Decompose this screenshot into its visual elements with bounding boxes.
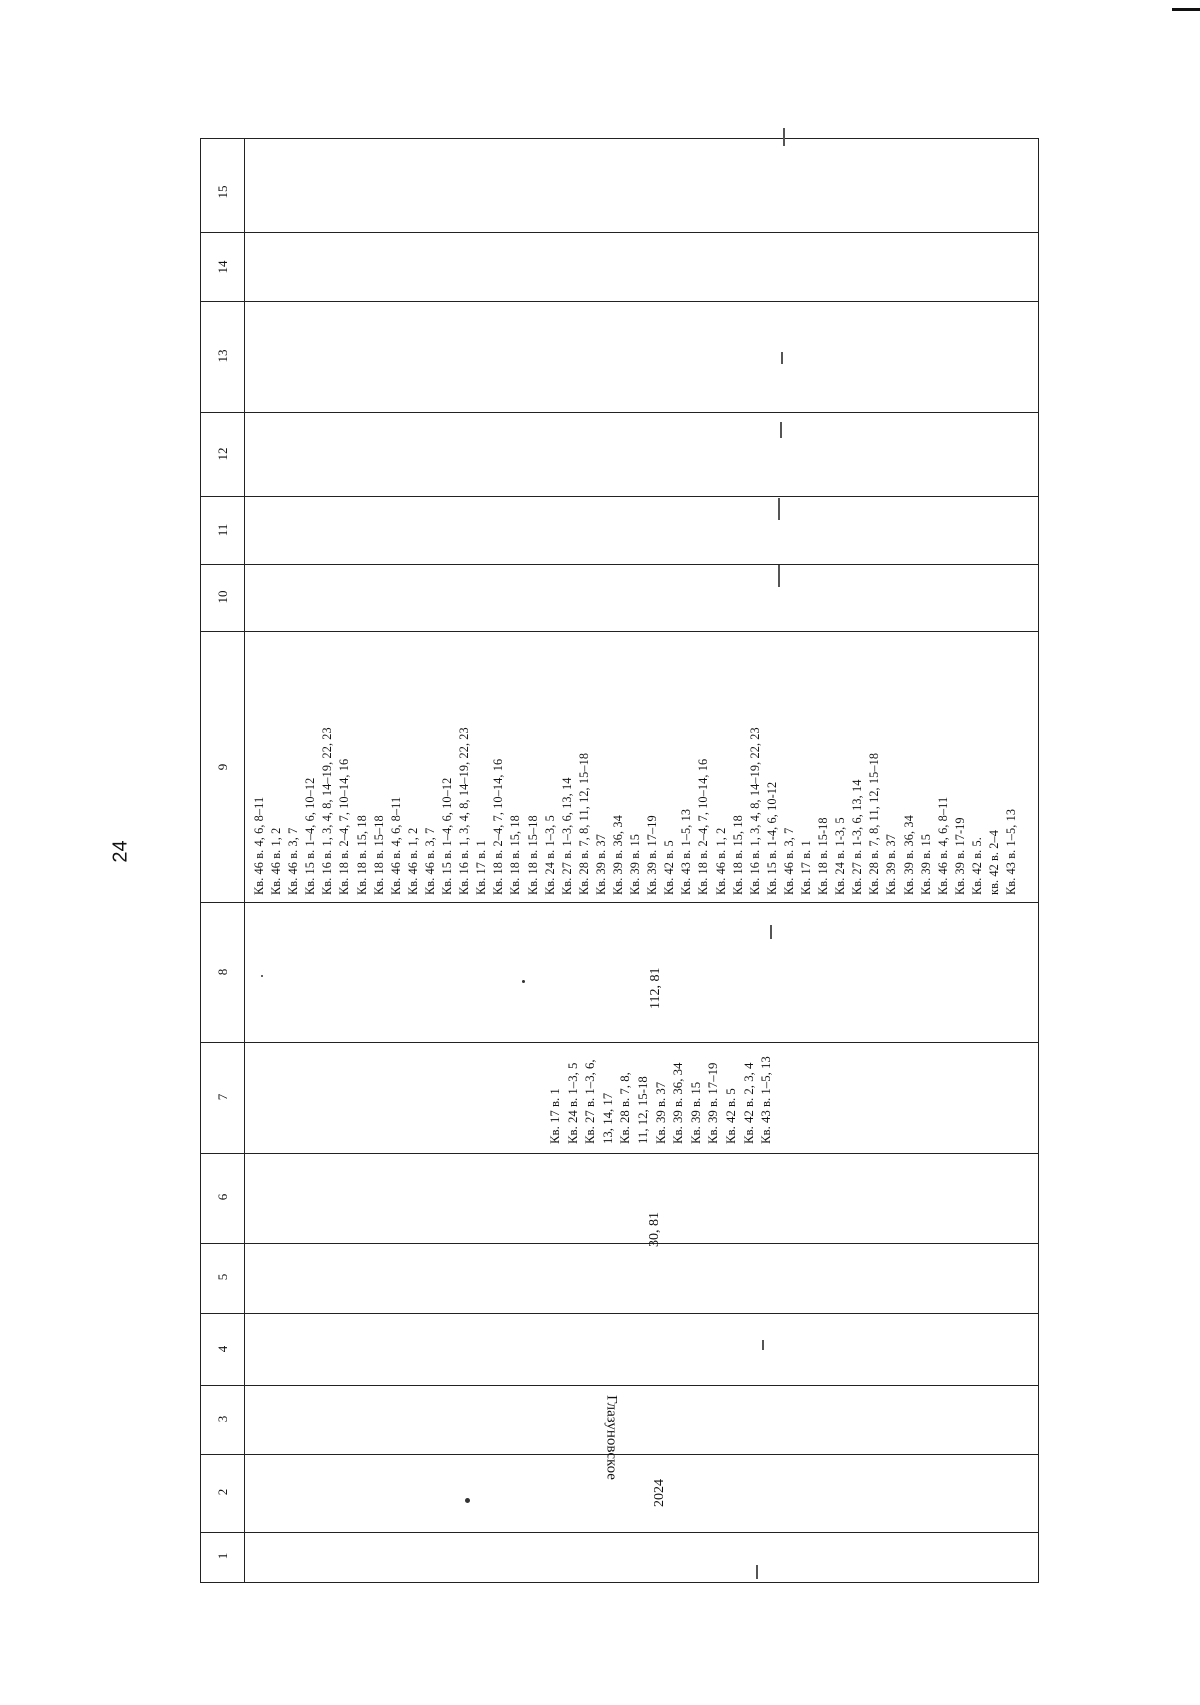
- list-item: Кв. 18 в. 15–18: [525, 815, 540, 895]
- quarters-list-col7: [549, 1056, 778, 1144]
- year-value: 2024: [652, 1479, 667, 1507]
- scan-speck: [261, 975, 263, 977]
- column-number-8: 8: [215, 968, 230, 976]
- scan-dash: [780, 422, 782, 438]
- list-item: Кв. 42 в. 5: [662, 840, 677, 895]
- col-divider: [201, 1532, 1038, 1533]
- column-number-15: 15: [215, 185, 230, 199]
- scan-dash: [783, 128, 785, 146]
- col6-value: 30, 81: [647, 1212, 662, 1247]
- rotated-table: [200, 138, 1039, 1583]
- list-item: Кв. 18 в. 15, 18: [730, 815, 745, 895]
- scan-dash: [781, 352, 783, 364]
- col-divider: [201, 564, 1038, 565]
- list-item: Кв. 18 в. 2–4, 7, 10–14, 16: [696, 758, 711, 895]
- list-item: Кв. 27 в. 1–3, 6,: [583, 1059, 598, 1144]
- list-item: Кв. 18 в. 2–4, 7, 10–14, 16: [337, 758, 352, 895]
- column-number-13: 13: [215, 349, 230, 363]
- list-item: Кв. 24 в. 1-3, 5: [833, 817, 848, 895]
- column-number-11: 11: [215, 523, 230, 537]
- list-item: Кв. 39 в. 37: [653, 1081, 668, 1144]
- list-item: Кв. 18 в. 15-18: [816, 817, 831, 895]
- page-number: 24: [109, 840, 132, 863]
- corner-mark: [1172, 8, 1200, 11]
- list-item: Кв. 46 в. 4, 6, 8–11: [252, 796, 266, 895]
- list-item: Кв. 39 в. 17-19: [952, 817, 967, 895]
- list-item: Кв. 28 в. 7, 8, 11, 12, 15–18: [576, 752, 591, 895]
- col-divider: [201, 1153, 1038, 1154]
- list-item: Кв. 39 в. 36, 34: [610, 815, 625, 895]
- col-divider: [201, 1454, 1038, 1455]
- scan-speck: [465, 1498, 470, 1503]
- list-item: Кв. 39 в. 15: [628, 834, 643, 895]
- list-item: Кв. 46 в. 4, 6, 8–11: [935, 796, 950, 895]
- list-item: 13, 14, 17: [600, 1092, 615, 1144]
- list-item: Кв. 42 в. 5.: [969, 837, 984, 895]
- list-item: Кв. 16 в. 1, 3, 4, 8, 14–19, 22, 23: [457, 727, 472, 895]
- column-number-4: 4: [215, 1345, 230, 1353]
- column-number-10: 10: [215, 590, 230, 604]
- col-divider: [201, 232, 1038, 233]
- list-item: кв. 42 в. 2–4: [987, 830, 1002, 895]
- column-number-12: 12: [215, 447, 230, 461]
- scan-dash: [778, 565, 780, 587]
- list-item: Кв. 39 в. 17–19: [645, 815, 660, 895]
- list-item: Кв. 24 в. 1–3, 5: [542, 815, 557, 895]
- col-divider: [201, 1313, 1038, 1314]
- scan-dash: [756, 1565, 758, 1579]
- list-item: Кв. 16 в. 1, 3, 4, 8, 14–19, 22, 23: [747, 727, 762, 895]
- scan-dash: [770, 925, 772, 939]
- list-item: Кв. 46 в. 1, 2: [405, 827, 420, 895]
- district-cell: [561, 1395, 661, 1480]
- scan-dash: [778, 498, 780, 520]
- list-item: Кв. 28 в. 7, 8, 11, 12, 15–18: [867, 752, 882, 895]
- list-item: Кв. 15 в. 1–4, 6, 10–12: [303, 777, 318, 895]
- column-number-3: 3: [215, 1415, 230, 1423]
- list-item: Кв. 24 в. 1–3, 5: [565, 1062, 580, 1144]
- list-item: Кв. 43 в. 1–5, 13: [679, 808, 694, 895]
- list-item: Кв. 16 в. 1, 3, 4, 8, 14–19, 22, 23: [320, 727, 335, 895]
- list-item: Кв. 18 в. 15, 18: [508, 815, 523, 895]
- list-item: Кв. 46 в. 3, 7: [286, 827, 301, 895]
- col-divider: [201, 412, 1038, 413]
- list-item: Кв. 46 в. 1, 2: [713, 827, 728, 895]
- column-number-9: 9: [215, 763, 230, 771]
- list-item: Кв. 43 в. 1–5, 13: [759, 1056, 774, 1144]
- column-number-7: 7: [215, 1093, 230, 1101]
- list-item: Кв. 42 в. 2, 3, 4: [741, 1062, 756, 1144]
- scan-speck: [522, 980, 525, 983]
- list-item: Кв. 39 в. 36, 34: [671, 1062, 686, 1144]
- list-item: Кв. 27 в. 1–3, 6, 13, 14: [559, 777, 574, 895]
- col-divider: [201, 496, 1038, 497]
- list-item: Кв. 15 в. 1–4, 6, 10–12: [440, 777, 455, 895]
- list-item: Кв. 43 в. 1–5, 13: [1004, 808, 1019, 895]
- list-item: Кв. 46 в. 3, 7: [781, 827, 796, 895]
- column-number-5: 5: [215, 1273, 230, 1281]
- col-divider: [201, 301, 1038, 302]
- list-item: Кв. 17 в. 1: [548, 1088, 562, 1144]
- list-item: Кв. 18 в. 15, 18: [354, 815, 369, 895]
- list-item: Кв. 15 в. 1-4, 6, 10-12: [764, 781, 779, 895]
- column-number-14: 14: [215, 260, 230, 274]
- col-divider: [201, 902, 1038, 903]
- column-number-1: 1: [215, 1552, 230, 1560]
- list-item: Кв. 39 в. 15: [688, 1081, 703, 1144]
- list-item: Кв. 46 в. 1, 2: [269, 827, 284, 895]
- list-item: Кв. 27 в. 1-3, 6, 13, 14: [850, 779, 865, 895]
- list-item: Кв. 17 в. 1: [474, 840, 489, 895]
- list-item: Кв. 18 в. 15–18: [371, 815, 386, 895]
- list-item: Кв. 46 в. 3, 7: [422, 827, 437, 895]
- list-item: Кв. 39 в. 37: [884, 834, 899, 895]
- list-item: Кв. 42 в. 5: [723, 1088, 738, 1144]
- list-item: Кв. 18 в. 2–4, 7, 10–14, 16: [491, 758, 506, 895]
- list-item: Кв. 39 в. 36, 34: [901, 815, 916, 895]
- col-divider: [201, 631, 1038, 632]
- column-number-6: 6: [215, 1193, 230, 1201]
- list-item: Кв. 17 в. 1: [799, 840, 813, 895]
- list-item: Кв. 28 в. 7, 8,: [618, 1072, 633, 1144]
- col-divider: [201, 1042, 1038, 1043]
- col-divider: [201, 1243, 1038, 1244]
- list-item: Кв. 39 в. 15: [918, 834, 933, 895]
- col8-value: 112, 81: [648, 967, 663, 1009]
- list-item: 11, 12, 15-18: [635, 1076, 650, 1144]
- list-item: Кв. 39 в. 17–19: [706, 1062, 721, 1144]
- col-divider: [201, 1385, 1038, 1386]
- district-name: Глазуновское: [603, 1395, 620, 1480]
- quarters-list-col9: [253, 727, 1022, 895]
- list-item: Кв. 46 в. 4, 6, 8–11: [388, 796, 403, 895]
- list-item: Кв. 39 в. 37: [593, 834, 608, 895]
- scan-dash: [762, 1340, 764, 1350]
- column-number-2: 2: [215, 1488, 230, 1496]
